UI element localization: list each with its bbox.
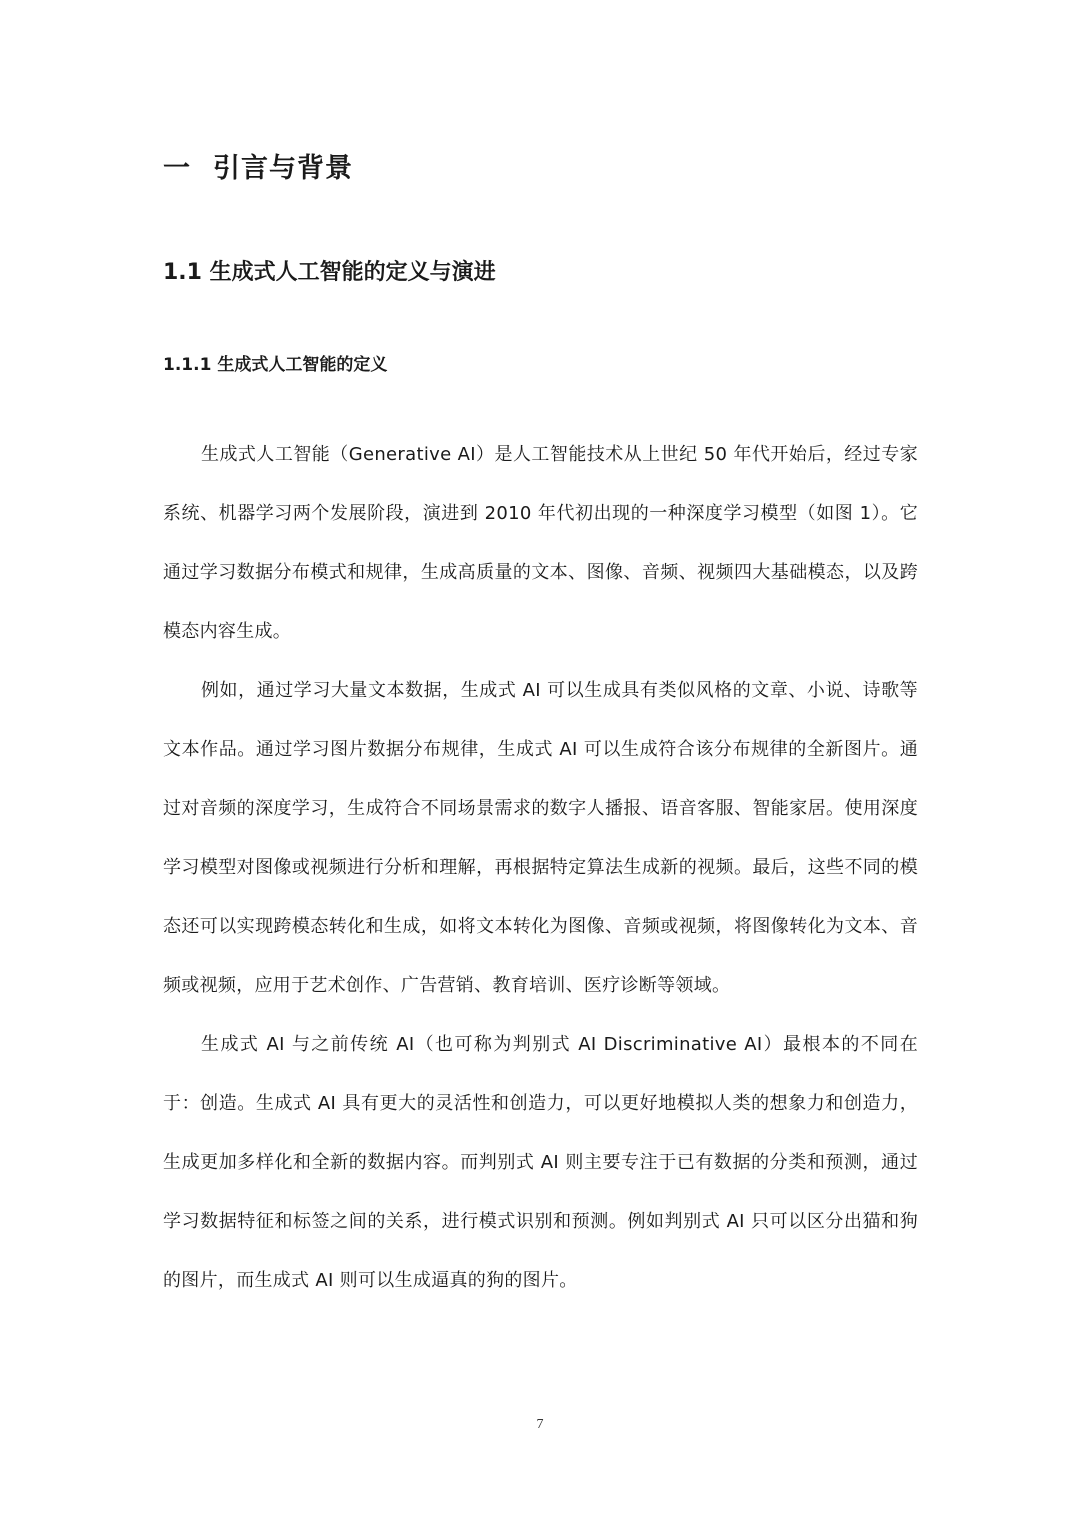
subsection-heading: 1.1 生成式人工智能的定义与演进 xyxy=(163,260,496,285)
paragraph-definition: 生成式人工智能（Generative AI）是人工智能技术从上世纪 50 年代开始后，经过专家系统、机器学习两个发展阶段，演进到 2010 年代初出现的一种深度学习模型（如图 1）。它通过学习数据分布模式和规律，生成高质量的文本、图像、音频、视频四大基础模态，以及跨模态内容生成。 xyxy=(163,444,918,642)
subsubsection-heading: 1.1.1 生成式人工智能的定义 xyxy=(163,355,388,375)
paragraph-comparison: 生成式 AI 与之前传统 AI（也可称为判别式 AI Discriminative AI）最根本的不同在于：创造。生成式 AI 具有更大的灵活性和创造力，可以更好地模拟人类的想象力和创造力，生成更加多样化和全新的数据内容。而判别式 AI 则主要专注于已有数据的分类和预测，通过学习数据特征和标签之间的关系，进行模式识别和预测。例如判别式 AI 只可以区分出猫和狗的图片，而生成式 AI 则可以生成逼真的狗的图片。 xyxy=(163,1034,918,1291)
body-text xyxy=(163,425,918,1310)
page-number: 7 xyxy=(536,1417,544,1432)
section-heading xyxy=(163,146,353,185)
section-number: 一 xyxy=(163,153,191,184)
paragraph-examples: 例如，通过学习大量文本数据，生成式 AI 可以生成具有类似风格的文章、小说、诗歌等文本作品。通过学习图片数据分布规律，生成式 AI 可以生成符合该分布规律的全新图片。通过对音频的深度学习，生成符合不同场景需求的数字人播报、语音客服、智能家居。使用深度学习模型对图像或视频进行分析和理解，再根据特定算法生成新的视频。最后，这些不同的模态还可以实现跨模态转化和生成，如将文本转化为图像、音频或视频，将图像转化为文本、音频或视频，应用于艺术创作、广告营销、教育培训、医疗诊断等领域。 xyxy=(163,680,918,996)
section-title: 引言与背景 xyxy=(213,153,353,184)
